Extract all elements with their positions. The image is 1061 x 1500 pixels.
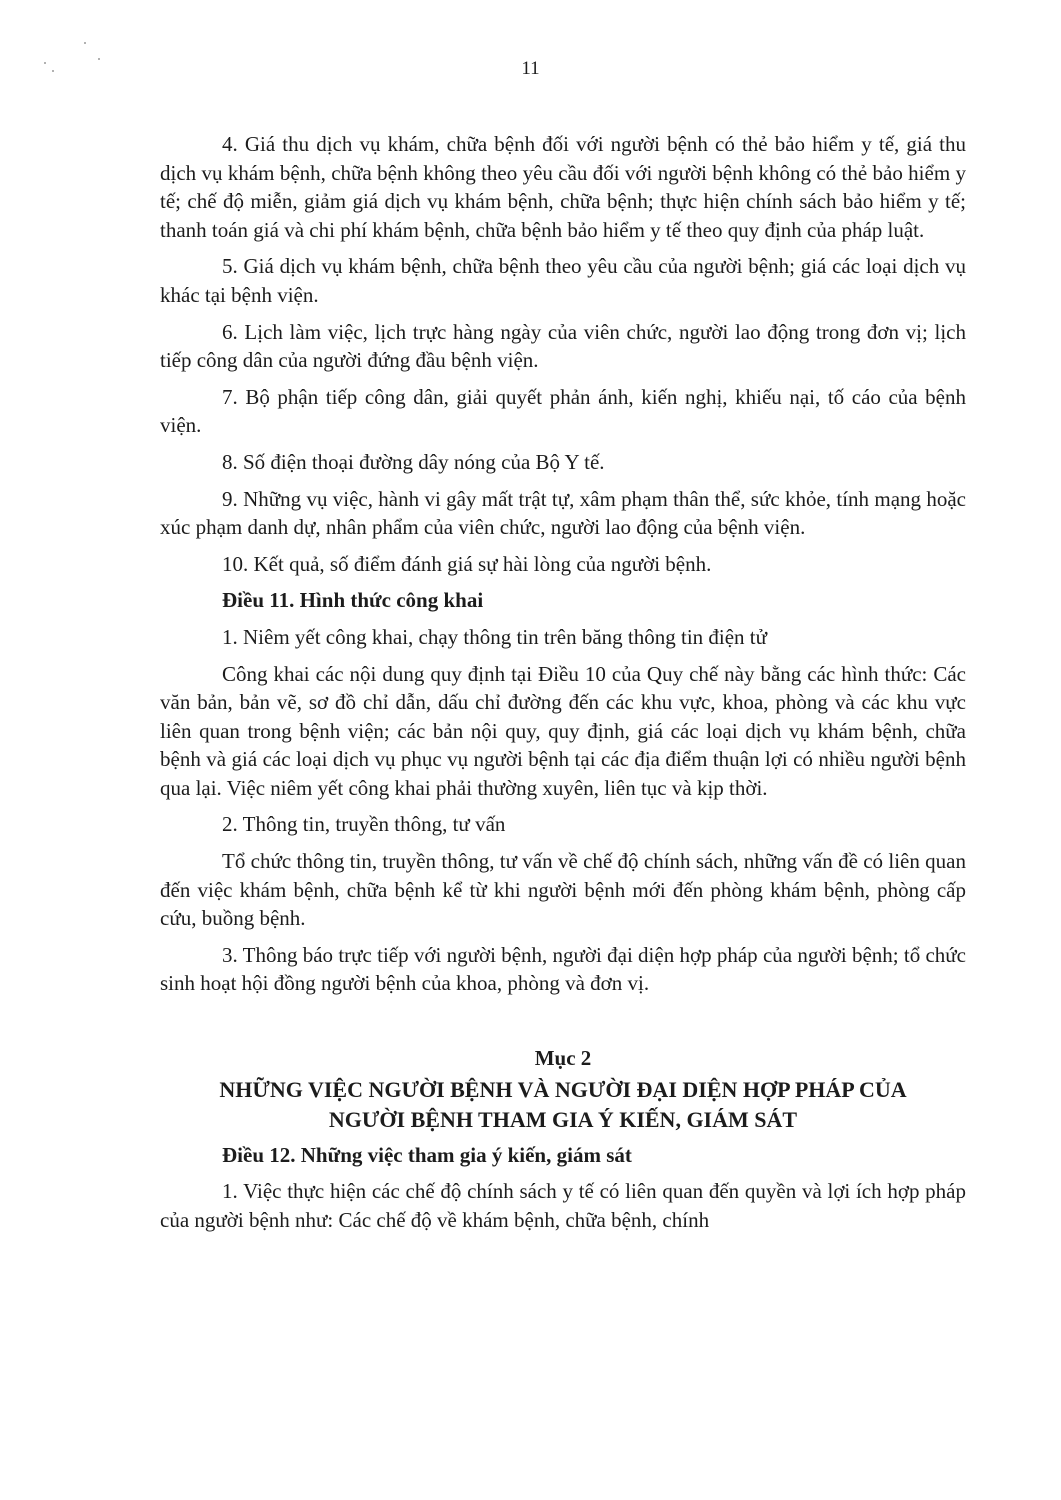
article-11-heading: Điều 11. Hình thức công khai (222, 588, 484, 613)
section-title-line-1: NHỮNG VIỆC NGƯỜI BỆNH VÀ NGƯỜI ĐẠI DIỆN HỢP PHÁP CỦA (219, 1076, 907, 1102)
paragraph-item-8: 8. Số điện thoại đường dây nóng của Bộ Y tế. (222, 449, 605, 474)
section-2-header (160, 1044, 966, 1135)
article-11-clause-1-body: Công khai các nội dung quy định tại Điều 10 của Quy chế này bằng các hình thức: Các văn bản, bản vẽ, sơ đồ chỉ dẫn, dấu chỉ đường đến các khu vực, khoa, phòng và các khu vực liên quan trong bệnh viện; các bản nội quy, quy định, giá các loại dịch vụ khám bệnh, chữa bệnh và giá các loại dịch vụ phục vụ người bệnh tại các địa điểm thuận lợi có nhiều người bệnh qua lại. Việc niêm yết công khai phải thường xuyên, liên tục và kịp thời. (160, 661, 966, 800)
article-11-clause-2-body: Tổ chức thông tin, truyền thông, tư vấn về chế độ chính sách, những vấn đề có liên quan đến việc khám bệnh, chữa bệnh kể từ khi người bệnh mới đến phòng khám bệnh, phòng cấp cứu, buồng bệnh. (160, 849, 966, 931)
paragraph-item-6: 6. Lịch làm việc, lịch trực hàng ngày của viên chức, người lao động trong đơn vị; lịch tiếp công dân của người đứng đầu bệnh viện. (160, 319, 966, 373)
article-12-clause-1: 1. Việc thực hiện các chế độ chính sách y tế có liên quan đến quyền và lợi ích hợp pháp của người bệnh như: Các chế độ về khám bệnh, chữa bệnh, chính (160, 1179, 966, 1232)
article-11-clause-2: 2. Thông tin, truyền thông, tư vấn (222, 812, 506, 837)
document-body (160, 130, 966, 1242)
section-label: Mục 2 (534, 1046, 592, 1071)
scan-speck (84, 42, 86, 44)
paragraph-item-10: 10. Kết quả, số điểm đánh giá sự hài lòng của người bệnh. (222, 551, 712, 576)
paragraph-item-9: 9. Những vụ việc, hành vi gây mất trật tự, xâm phạm thân thể, sức khỏe, tính mạng hoặc xúc phạm danh dự, nhân phẩm của viên chức, người lao động của bệnh viện. (160, 486, 966, 540)
section-title-line-2: NGƯỜI BỆNH THAM GIA Ý KIẾN, GIÁM SÁT (328, 1106, 798, 1132)
section-title (160, 1075, 966, 1135)
paragraph-item-5: 5. Giá dịch vụ khám bệnh, chữa bệnh theo yêu cầu của người bệnh; giá các loại dịch vụ khác tại bệnh viện. (160, 254, 966, 307)
page-number: 11 (521, 58, 540, 79)
paragraph-item-4: 4. Giá thu dịch vụ khám, chữa bệnh đối với người bệnh có thẻ bảo hiểm y tế, giá thu dịch vụ khám bệnh, chữa bệnh không theo yêu cầu đối với người bệnh không có thẻ bảo hiểm y tế; chế độ miễn, giảm giá dịch vụ khám bệnh, chữa bệnh; thực hiện chính sách bảo hiểm y tế; thanh toán giá và chi phí khám bệnh, chữa bệnh bảo hiểm y tế theo quy định của pháp luật. (160, 132, 966, 242)
article-11-clause-1: 1. Niêm yết công khai, chạy thông tin trên băng thông tin điện tử (222, 624, 768, 649)
article-12-heading: Điều 12. Những việc tham gia ý kiến, giám sát (222, 1142, 632, 1167)
article-11-clause-3: 3. Thông báo trực tiếp với người bệnh, người đại diện hợp pháp của người bệnh; tổ chức sinh hoạt hội đồng người bệnh của khoa, phòng và đơn vị. (160, 942, 966, 996)
paragraph-item-7: 7. Bộ phận tiếp công dân, giải quyết phản ánh, kiến nghị, khiếu nại, tố cáo của bệnh viện. (160, 384, 966, 438)
